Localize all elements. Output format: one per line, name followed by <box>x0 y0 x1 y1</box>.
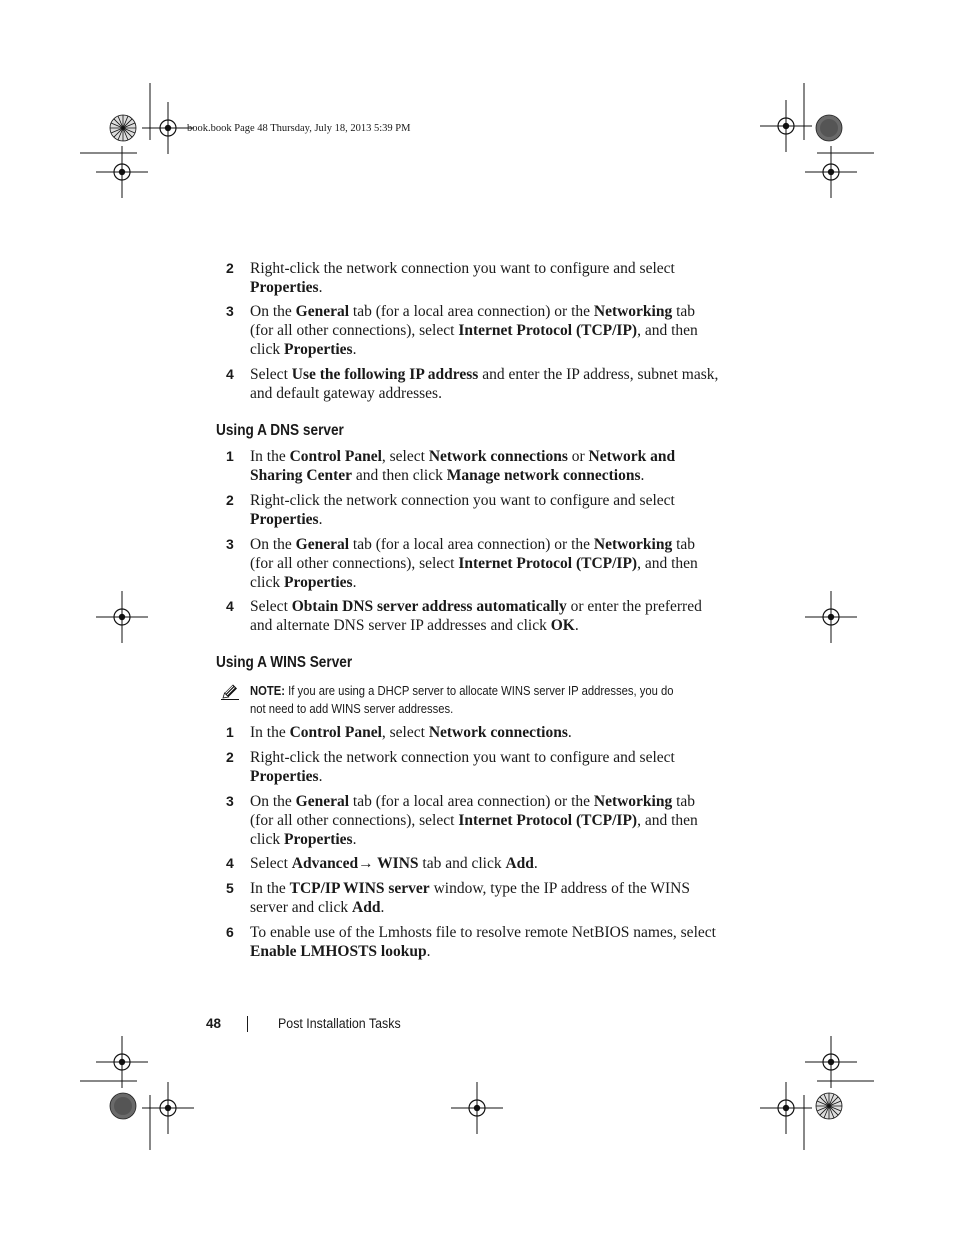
step-text-run: tab (for all other connections), select <box>250 536 696 572</box>
step-number: 6 <box>226 924 234 940</box>
step-text-run: On the <box>250 303 296 320</box>
ui-term: Properties <box>284 574 353 591</box>
step-text-run: Right-click the network connection you want to configure and select <box>250 492 675 509</box>
ui-term: Properties <box>250 768 319 785</box>
step-text <box>250 535 720 592</box>
step-text-run: . <box>533 855 538 872</box>
footer-section-title: Post Installation Tasks <box>278 1016 401 1031</box>
section-heading-dns: Using A DNS server <box>216 422 344 439</box>
step-text <box>250 491 720 529</box>
step-text <box>250 597 720 635</box>
ui-term: Add <box>352 899 381 916</box>
step-text-run: , and then click <box>250 322 698 358</box>
ui-term: Networking <box>593 303 673 320</box>
step-number: 2 <box>226 260 234 276</box>
step-text-run: tab (for a local area connection) or the <box>349 793 594 810</box>
ui-term: Internet Protocol (TCP/IP) <box>458 812 638 829</box>
step-number: 1 <box>226 724 234 740</box>
step-text <box>250 923 720 961</box>
step-text-run: tab (for a local area connection) or the <box>349 303 594 320</box>
step-text-run: tab (for all other connections), select <box>250 793 696 829</box>
step-text <box>250 748 720 786</box>
step-text-run: On the <box>250 793 296 810</box>
ui-term: Properties <box>250 511 319 528</box>
step-text-run: or enter the preferred and alternate DNS server IP addresses and click <box>250 598 702 634</box>
step-text-run: Select <box>250 598 292 615</box>
step-text-run: tab (for all other connections), select <box>250 303 696 339</box>
step-number: 4 <box>226 366 234 382</box>
ui-term: Properties <box>250 279 319 296</box>
ui-term: Control Panel <box>289 448 382 465</box>
ui-term: Properties <box>284 341 353 358</box>
step-text-run: Select <box>250 855 292 872</box>
note-body: If you are using a DHCP server to allocate WINS server IP addresses, you do not need to add WINS server addresses. <box>250 684 674 716</box>
step-text-run: , select <box>381 448 429 465</box>
step-text-run: In the <box>250 724 290 741</box>
step-text-run: . <box>318 279 323 296</box>
step-number: 2 <box>226 492 234 508</box>
ui-term: Network and Sharing Center <box>250 448 676 484</box>
ui-term: General <box>295 793 350 810</box>
step-text-run: In the <box>250 448 290 465</box>
step-number: 3 <box>226 536 234 552</box>
ui-term: Internet Protocol (TCP/IP) <box>458 322 638 339</box>
note-text <box>250 682 687 718</box>
ui-term: Network connections <box>428 448 568 465</box>
ui-term: Advanced→ WINS <box>291 855 419 872</box>
step-text-run: Select <box>250 366 292 383</box>
ui-term: Networking <box>593 536 673 553</box>
step-text-run: Right-click the network connection you want to configure and select <box>250 749 675 766</box>
step-text <box>250 854 720 873</box>
step-text-run: In the <box>250 880 290 897</box>
note-label: NOTE: <box>250 684 286 698</box>
step-text-run: and then click <box>352 467 447 484</box>
step-text-run: tab (for a local area connection) or the <box>349 536 594 553</box>
step-text-run: . <box>567 724 572 741</box>
ui-term: Enable LMHOSTS lookup <box>250 943 427 960</box>
step-text <box>250 302 720 359</box>
ui-term: OK <box>550 617 575 634</box>
step-number: 3 <box>226 303 234 319</box>
pencil-icon <box>220 682 240 705</box>
step-text-run: To enable use of the Lmhosts file to resolve remote NetBIOS names, select <box>250 924 716 941</box>
step-text <box>250 879 720 917</box>
step-number: 2 <box>226 749 234 765</box>
step-text-run: . <box>318 511 323 528</box>
step-text-run: . <box>426 943 431 960</box>
step-number: 4 <box>226 598 234 614</box>
step-text-run: Right-click the network connection you want to configure and select <box>250 260 675 277</box>
step-text-run: . <box>318 768 323 785</box>
step-text-run: . <box>352 831 357 848</box>
step-text <box>250 792 720 849</box>
step-number: 4 <box>226 855 234 871</box>
step-text-run: . <box>380 899 385 916</box>
step-text-run: or <box>567 448 589 465</box>
step-text-run: window, type the IP address of the WINS server and click <box>250 880 690 916</box>
step-text-run: tab and click <box>418 855 506 872</box>
step-text-run: , and then click <box>250 555 698 591</box>
ui-term: Manage network connections <box>446 467 641 484</box>
ui-term: General <box>295 303 350 320</box>
ui-term: Network connections <box>428 724 568 741</box>
ui-term: Properties <box>284 831 353 848</box>
step-text-run: and enter the IP address, subnet mask, and default gateway addresses. <box>250 366 719 402</box>
step-text <box>250 723 720 742</box>
ui-term: Use the following IP address <box>291 366 479 383</box>
ui-term: TCP/IP WINS server <box>289 880 430 897</box>
page-number: 48 <box>206 1016 222 1031</box>
step-text-run: . <box>352 341 357 358</box>
step-number: 3 <box>226 793 234 809</box>
step-text <box>250 259 720 297</box>
step-number: 1 <box>226 448 234 464</box>
ui-term: Internet Protocol (TCP/IP) <box>458 555 638 572</box>
step-text <box>250 365 720 403</box>
step-text-run: . <box>574 617 579 634</box>
ui-term: Obtain DNS server address automatically <box>291 598 567 615</box>
step-text-run: On the <box>250 536 296 553</box>
ui-term: Networking <box>593 793 673 810</box>
step-text-run: . <box>352 574 357 591</box>
print-slug: book.book Page 48 Thursday, July 18, 2013 5:39 PM <box>187 123 411 134</box>
step-text-run: , select <box>381 724 429 741</box>
step-text-run: , and then click <box>250 812 698 848</box>
ui-term: Add <box>505 855 534 872</box>
ui-term: General <box>295 536 350 553</box>
footer-divider <box>247 1016 248 1032</box>
ui-term: Control Panel <box>289 724 382 741</box>
step-text-run: . <box>640 467 645 484</box>
step-number: 5 <box>226 880 234 896</box>
step-text <box>250 447 720 485</box>
section-heading-wins: Using A WINS Server <box>216 654 353 671</box>
